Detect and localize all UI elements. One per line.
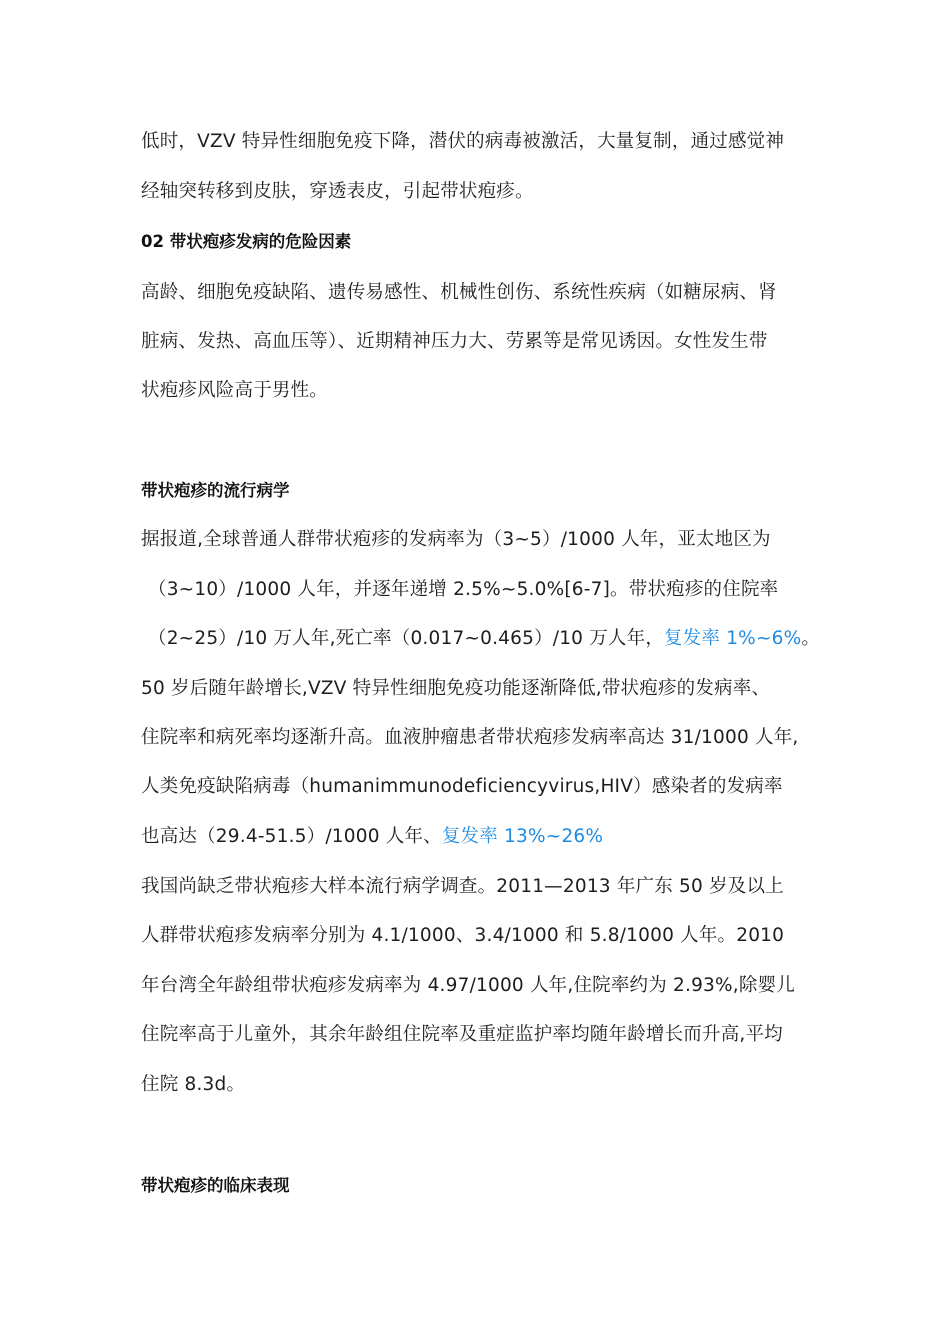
epi-p1-line-2: （3~10）/1000 人年，并逐年递增 2.5%~5.0%[6-7]。带状疱疹的住院率 <box>148 579 779 600</box>
epi-p2-line-2: 人群带状疱疹发病率分别为 4.1/1000、3.4/1000 和 5.8/1000 人年。2010 <box>141 925 785 946</box>
epi-p2-line-4: 住院率高于儿童外，其余年龄组住院率及重症监护率均随年龄增长而升高,平均 <box>141 1024 783 1045</box>
epi-p1-line-4: 50 岁后随年龄增长,VZV 特异性细胞免疫功能逐渐降低,带状疱疹的发病率、 <box>141 678 771 699</box>
epidemiology-heading: 带状疱疹的流行病学 <box>141 481 290 500</box>
epi-p2-line-1: 我国尚缺乏带状疱疹大样本流行病学调查。2011—2013 年广东 50 岁及以上 <box>141 876 784 897</box>
epi-p1-line-3-text: （2~25）/10 万人年,死亡率（0.017~0.465）/10 万人年， <box>148 628 665 649</box>
intro-line-1: 低时，VZV 特异性细胞免疫下降，潜伏的病毒被激活，大量复制，通过感觉神 <box>141 131 785 152</box>
recurrence-rate-highlight-2: 复发率 13%~26% <box>441 826 604 847</box>
epi-p1-line-6: 人类免疫缺陷病毒（humanimmunodeficiencyvirus,HIV）感染者的发病率 <box>141 776 783 797</box>
epi-p1-line-1: 据报道,全球普通人群带状疱疹的发病率为（3~5）/1000 人年，亚太地区为 <box>141 529 771 550</box>
epi-p2-line-3: 年台湾全年龄组带状疱疹发病率为 4.97/1000 人年,住院率约为 2.93%,除婴儿 <box>141 975 795 996</box>
risk-line-2: 脏病、发热、高血压等）、近期精神压力大、劳累等是常见诱因。女性发生带 <box>141 331 768 352</box>
recurrence-rate-highlight-1: 复发率 1%~6% <box>664 628 802 649</box>
intro-line-2: 经轴突转移到皮肤，穿透表皮，引起带状疱疹。 <box>141 181 534 202</box>
epi-p1-line-7-text: 也高达（29.4-51.5）/1000 人年、 <box>141 826 442 847</box>
clinical-heading: 带状疱疹的临床表现 <box>141 1176 290 1195</box>
risk-heading: 02 带状疱疹发病的危险因素 <box>141 232 352 251</box>
risk-line-1: 高龄、细胞免疫缺陷、遗传易感性、机械性创伤、系统性疾病（如糖尿病、肾 <box>141 282 777 303</box>
epi-p1-line-7 <box>141 824 603 850</box>
epi-p1-line-3-end: 。 <box>801 628 821 649</box>
risk-line-3: 状疱疹风险高于男性。 <box>141 380 329 401</box>
epi-p2-line-5: 住院 8.3d。 <box>141 1074 246 1095</box>
epi-p1-line-3 <box>148 626 820 652</box>
epi-p1-line-5: 住院率和病死率均逐渐升高。血液肿瘤患者带状疱疹发病率高达 31/1000 人年, <box>141 727 799 748</box>
